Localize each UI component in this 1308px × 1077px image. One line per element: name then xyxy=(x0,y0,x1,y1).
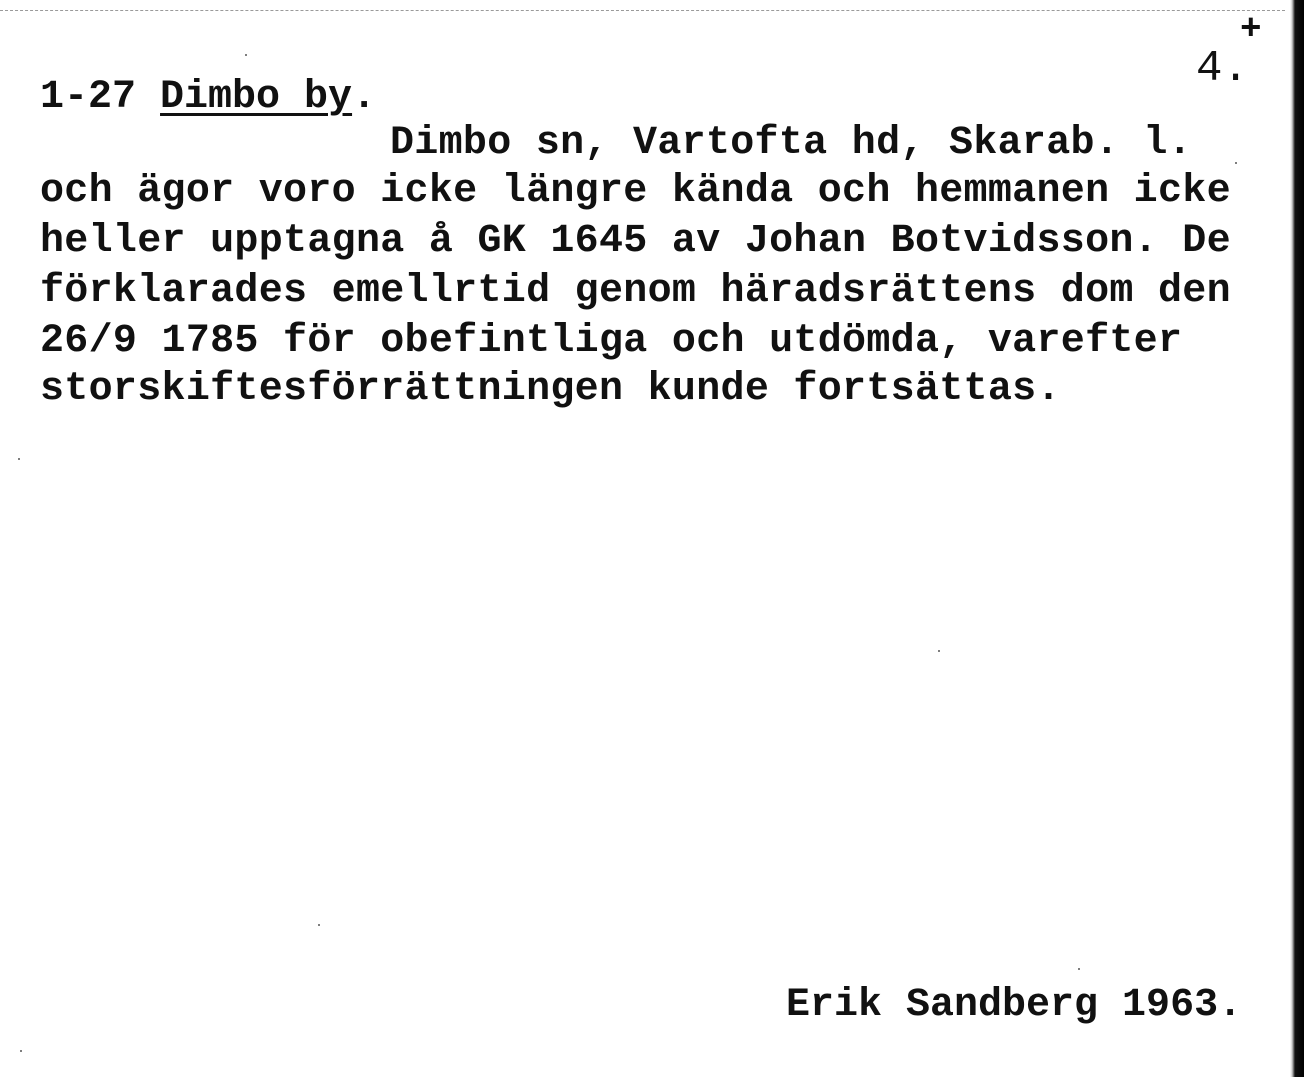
speck xyxy=(1235,162,1237,164)
body-line: och ägor voro icke längre kända och hemmanen icke xyxy=(40,169,1231,214)
body-line: 26/9 1785 för obefintliga och utdömda, varefter xyxy=(40,319,1183,364)
speck xyxy=(20,1050,22,1052)
speck xyxy=(938,650,940,652)
speck xyxy=(245,54,247,56)
signature: Erik Sandberg 1963. xyxy=(786,983,1243,1028)
card-number: 4. xyxy=(1196,44,1249,94)
speck xyxy=(318,924,320,926)
body-line: storskiftesförrättningen kunde fortsättas. xyxy=(40,367,1061,412)
body-line: heller upptagna å GK 1645 av Johan Botvidsson. De xyxy=(40,219,1231,264)
heading-code: 1-27 xyxy=(40,75,137,120)
card-top-edge xyxy=(0,10,1285,11)
body-line: Dimbo sn, Vartofta hd, Skarab. l. xyxy=(390,121,1193,166)
speck xyxy=(18,458,20,460)
heading-title: Dimbo by xyxy=(160,75,353,120)
corner-plus-mark: + xyxy=(1240,9,1262,50)
heading-suffix: . xyxy=(352,75,377,120)
body-line: förklarades emellrtid genom häradsrättens dom den xyxy=(40,269,1231,314)
speck xyxy=(1078,968,1080,970)
card-heading xyxy=(40,74,376,122)
card-right-edge-shadow xyxy=(1290,0,1304,1077)
